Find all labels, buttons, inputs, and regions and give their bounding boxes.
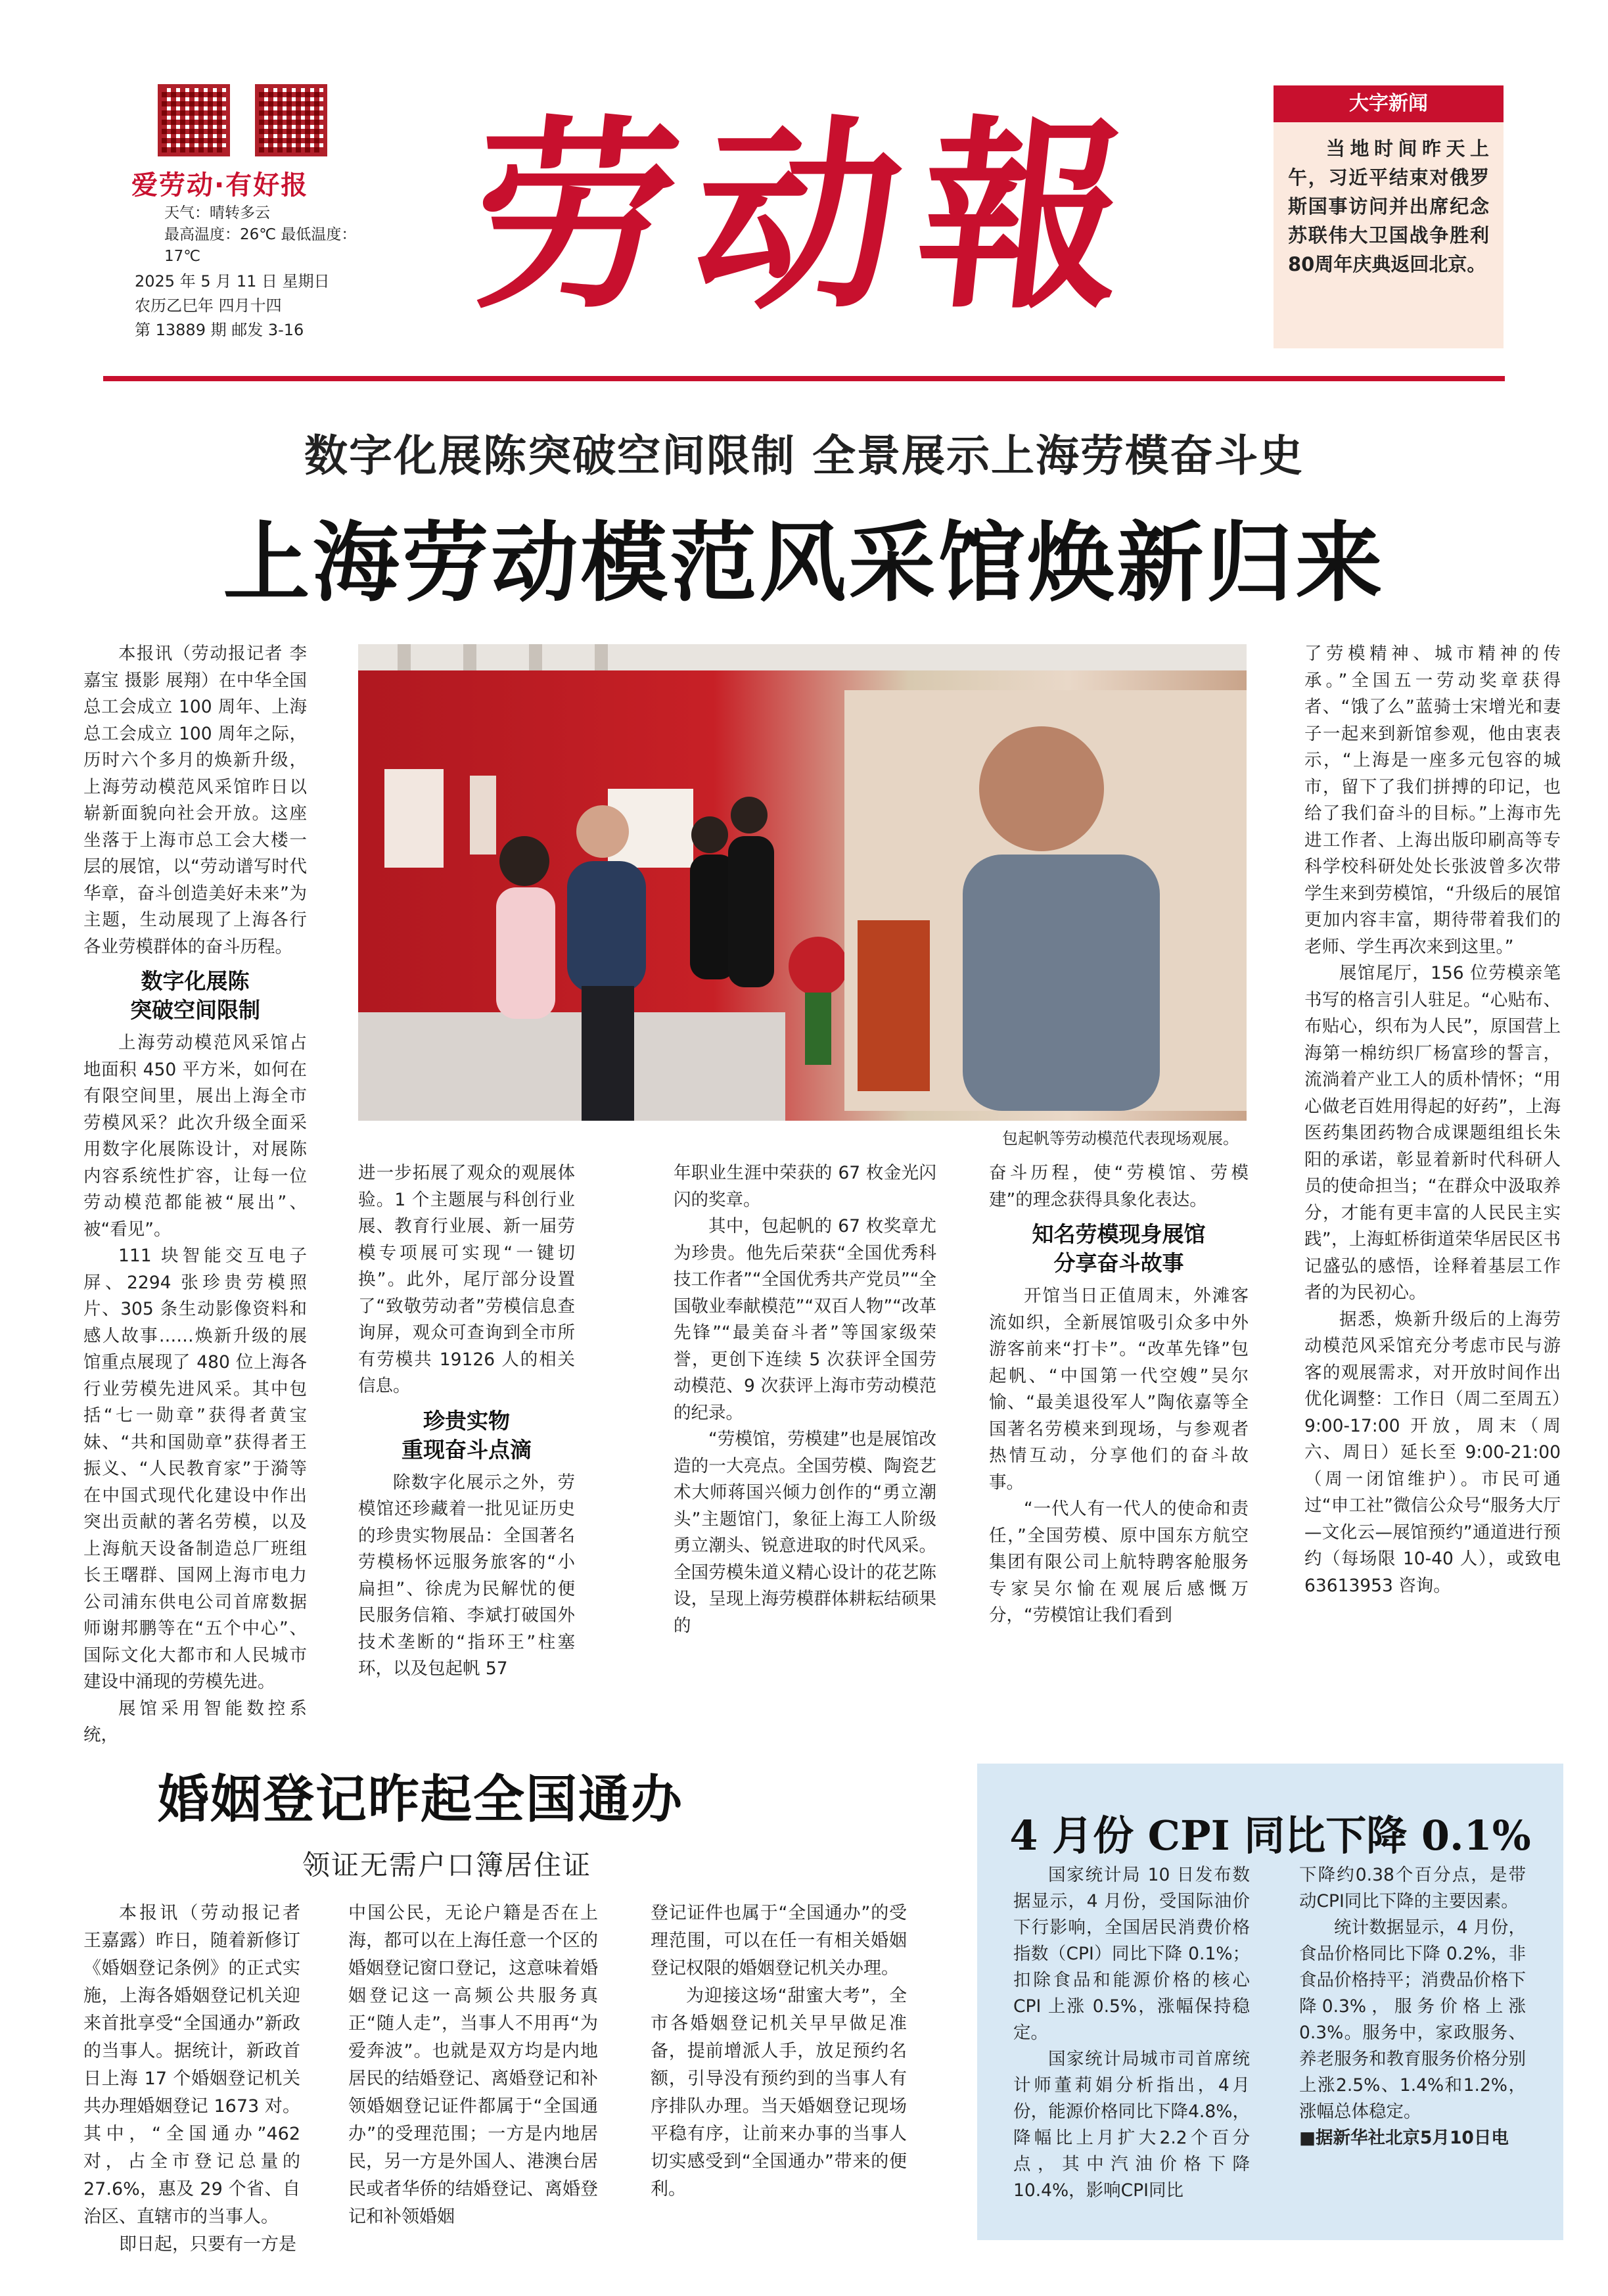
paragraph: 即日起，只要有一方是 [119,2234,296,2255]
issue-info [135,269,384,342]
big-news-text: 当地时间昨天上午，习近平结束对俄罗斯国事访问并出席纪念苏联伟大卫国战争胜利80周年庆典返回北京。 [1288,137,1489,275]
lunar-date: 农历乙巳年 四月十四 [135,296,282,315]
masthead-info [164,202,381,268]
marriage-headline: 婚姻登记昨起全国通办 [158,1769,684,1829]
marriage-column-2 [348,1900,598,2231]
paragraph: 统计数据显示，4 月份，食品价格同比下降 0.2%，非食品价格持平；消费品价格下降0.3%，服务价格上涨0.3%。服务中，家政服务、养老服务和教育服务价格分别上涨2.5%、1.4%和1.2%，涨幅总体稳定。 [1299,1917,1526,2122]
lead-headline: 上海劳动模范风采馆焕新归来 [223,512,1385,614]
marriage-column-1 [83,1900,300,2259]
temperature: 最高温度：26℃ 最低温度：17℃ [164,226,357,265]
lead-column-5 [1304,641,1561,1599]
paragraph: 111 块智能交互电子屏、2294 张珍贵劳模照片、305 条生动影像资料和感人故事……焕新升级的展馆重点展现了 480 位上海各行业劳模先进风采。其中包括“七一勋章”获得者黄宝妹、“共和国勋章”获得者王振义、“人民教育家”于漪等在中国式现代化建设中作出突出贡献的著名劳模，以及上海航天设备制造总厂班组长王曙群、国网上海市电力公司浦东供电公司首席数据师谢邦鹏等在“五个中心”、国际文化大都市和人民城市建设中涌现的劳模先进。 [83,1246,307,1692]
paragraph: “劳模馆，劳模建”也是展馆改造的一大亮点。全国劳模、陶瓷艺术大师蒋国兴倾力创作的“勇立潮头”主题馆门，象征上海工人阶级勇立潮头、锐意进取的时代风采。全国劳模朱道义精心设计的花艺陈设，呈现上海劳模群体耕耘结硕果的 [674,1429,936,1636]
section-heading: 知名劳模现身展馆 分享奋斗故事 [1032,1221,1206,1276]
cpi-source: ■据新华社北京5月10日电 [1299,2128,1509,2148]
lead-photo [358,644,1247,1121]
section-heading: 珍贵实物 重现奋斗点滴 [402,1407,532,1463]
big-news-tag: 大字新闻 [1274,85,1504,122]
paragraph: 展馆尾厅，156 位劳模亲笔书写的格言引人驻足。“心贴布、布贴心，织布为人民”，原国营上海第一棉纺织厂杨富珍的誓言，流淌着产业工人的质朴情怀；“用心做老百姓用得起的好药”，上海医药集团药物合成课题组组长朱阳的承诺，彰显着新时代科研人员的使命担当；“在群众中汲取养分，才能有更丰富的人民民主实践”，上海虹桥街道荣华居民区书记盛弘的感悟，诠释着基层工作者的为民初心。 [1304,963,1561,1303]
paragraph: 其中，包起帆的 67 枚奖章尤为珍贵。他先后荣获“全国优秀科技工作者”“全国优秀共产党员”“全国敬业奉献模范”“双百人物”“改革先锋”“最美奋斗者”等国家级荣誉，更创下连续 5 次获评全国劳动模范、9 次获评上海市劳动模范的纪录。 [674,1216,936,1423]
marriage-subhead: 领证无需户口簿居住证 [302,1849,592,1881]
cpi-title: 4 月份 CPI 同比下降 0.1% [1009,1812,1531,1860]
paragraph: 除数字化展示之外，劳模馆还珍藏着一批见证历史的珍贵实物展品：全国著名劳模杨怀远服务旅客的“小扁担”、徐虎为民解忧的便民服务信箱、李斌打破国外技术垄断的“指环王”柱塞环，以及包起帆 57 [358,1472,575,1679]
masthead-rule [103,376,1505,381]
paragraph: 了劳模精神、城市精神的传承。”全国五一劳动奖章获得者、“饿了么”蓝骑士宋增光和妻子一起来到新馆参观，他由衷表示，“上海是一座多元包容的城市，留下了我们拼搏的印记，也给了我们奋斗的目标。”上海市先进工作者、上海出版印刷高等专科学校科研处处长张波曾多次带学生来到劳模馆，“升级后的展馆更加内容丰富，期待带着我们的老师、学生再次来到这里。” [1304,644,1561,957]
qr-code-icon[interactable] [255,84,327,156]
cpi-column-2 [1299,1862,1526,2151]
paragraph: 开馆当日正值周末，外滩客流如织，全新展馆吸引众多中外游客前来“打卡”。“改革先锋”包起帆、“中国第一代空嫂”吴尔愉、“最美退役军人”陶依嘉等全国著名劳模来到现场，与参观者热情互动，分享他们的奋斗故事。 [989,1286,1249,1493]
paragraph: 上海劳动模范风采馆占地面积 450 平方米，如何在有限空间里，展出上海全市劳模风采？此次升级全面采用数字化展陈设计，对展陈内容系统性扩容，让每一位劳动模范都能被“展出”、被“看见”。 [83,1033,307,1240]
paragraph: 国家统计局城市司首席统计师董莉娟分析指出，4月份，能源价格同比下降4.8%，降幅比上月扩大2.2个百分点，其中汽油价格下降10.4%，影响CPI同比 [1013,2049,1250,2201]
photo-illustration [358,644,1247,1121]
paragraph: 下降约0.38个百分点，是带动CPI同比下降的主要因素。 [1299,1865,1526,1911]
marriage-column-3 [651,1900,907,2203]
issue-number: 第 13889 期 邮发 3-16 [135,321,304,339]
newspaper-logo: 劳动報 [460,97,1157,337]
lead-column-3 [674,1160,936,1639]
slogan: 爱劳动·有好报 [131,170,309,200]
paragraph: 奋斗历程，使“劳模馆、劳模建”的理念获得具象化表达。 [989,1163,1249,1210]
paragraph: 年职业生涯中荣获的 67 枚金光闪闪的奖章。 [674,1163,936,1210]
paragraph: 登记证件也属于“全国通办”的受理范围，可以在任一有相关婚姻登记权限的婚姻登记机关办理。 [651,1903,907,1979]
lead-column-2 [358,1160,575,1683]
date: 2025 年 5 月 11 日 星期日 [135,272,330,291]
section-heading: 数字化展陈 突破空间限制 [130,968,260,1023]
paragraph: 据悉，焕新升级后的上海劳动模范风采馆充分考虑市民与游客的观展需求，对开放时间作出优化调整：工作日（周二至周五）9:00-17:00 开放，周末（周六、周日）延长至 9:00-21:00（周一闭馆维护）。市民可通过“申工社”微信公众号“服务大厅—文化云—展馆预约”通道进行预约（每场限 10-40 人），或致电 63613953 咨询。 [1304,1309,1561,1596]
lead-column-1 [83,641,307,1749]
paragraph: 进一步拓展了观众的观展体验。1 个主题展与科创行业展、教育行业展、新一届劳模专项展可实现“一键切换”。此外，尾厅部分设置了“致敬劳动者”劳模信息查询屏，观众可查询到全市所有劳模共 19126 人的相关信息。 [358,1163,575,1396]
paragraph: 中国公民，无论户籍是否在上海，都可以在上海任意一个区的婚姻登记窗口登记，这意味着婚姻登记这一高频公共服务真正“随人走”，当事人不用再“为爱奔波”。也就是双方均是内地居民的结婚登记、离婚登记和补领婚姻登记证件都属于“全国通办”的受理范围；一方是内地居民，另一方是外国人、港澳台居民或者华侨的结婚登记、离婚登记和补领婚姻 [348,1903,598,2227]
paragraph: 展馆采用智能数控系统， [83,1698,307,1745]
photo-caption: 包起帆等劳动模范代表现场观展。 [1002,1129,1239,1148]
weather: 天气：晴转多云 [164,204,270,222]
qr-code-icon[interactable] [158,84,230,156]
paragraph: 国家统计局 10 日发布数据显示，4 月份，受国际油价下行影响，全国居民消费价格指数（CPI）同比下降 0.1%；扣除食品和能源价格的核心 CPI 上涨 0.5%，涨幅保持稳定。 [1013,1865,1250,2043]
cpi-box [977,1764,1563,2240]
big-news-box [1274,85,1504,348]
paragraph: “一代人有一代人的使命和责任，”全国劳模、原中国东方航空集团有限公司上航特聘客舱服务专家吴尔愉在观展后感慨万分，“劳模馆让我们看到 [989,1499,1249,1626]
lead-subhead: 数字化展陈突破空间限制 全景展示上海劳模奋斗史 [304,430,1304,481]
paragraph: 本报讯（劳动报记者 王嘉露）昨日，随着新修订《婚姻登记条例》的正式实施，上海各婚姻登记机关迎来首批享受“全国通办”新政的当事人。据统计，新政首日上海 17 个婚姻登记机关共办理婚姻登记 1673 对。其中，“全国通办”462 对，占全市登记总量的 27.6%，惠及 29 个省、自治区、直辖市的当事人。 [83,1903,300,2227]
paragraph: 为迎接这场“甜蜜大考”，全市各婚姻登记机关早早做足准备，提前增派人手，放足预约名额，引导没有预约到的当事人有序排队办理。当天婚姻登记现场平稳有序，让前来办事的当事人切实感受到“全国通办”带来的便利。 [651,1986,907,2199]
lead-column-4 [989,1160,1249,1629]
cpi-column-1 [1013,1862,1250,2204]
lead-intro: 本报讯（劳动报记者 李嘉宝 摄影 展翔）在中华全国总工会成立 100 周年、上海总工会成立 100 周年之际，历时六个多月的焕新升级，上海劳动模范风采馆昨日以崭新面貌向社会开放。这座坐落于上海市总工会大楼一层的展馆，以“劳动谱写时代华章，奋斗创造美好未来”为主题，生动展现了上海各行各业劳模群体的奋斗历程。 [83,644,307,957]
